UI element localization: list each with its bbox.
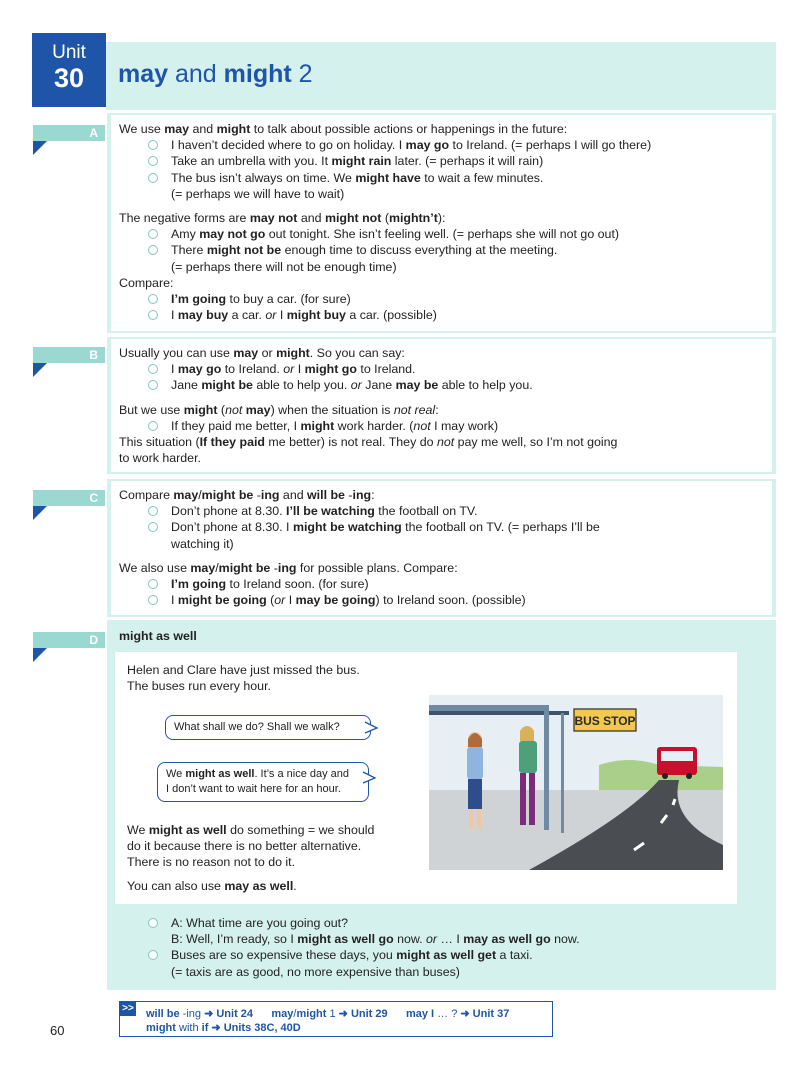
example: If they paid me better, I might work harder. (not I may work) bbox=[119, 418, 768, 434]
speech-bubble-answer: We might as well. It’s a nice day and I don’t want to wait here for an hour. bbox=[157, 762, 369, 802]
cross-reference-icon: >> bbox=[120, 1002, 136, 1016]
example: I haven’t decided where to go on holiday. I may go to Ireland. (= perhaps I will go there) bbox=[119, 137, 768, 153]
bullet-icon bbox=[148, 229, 158, 239]
example: I’m going to Ireland soon. (for sure) bbox=[119, 576, 768, 592]
example: I’m going to buy a car. (for sure) bbox=[119, 291, 768, 307]
section-b-but: But we use might (not may) when the situation is not real: bbox=[119, 402, 439, 417]
section-b-marker bbox=[33, 363, 47, 377]
bubble-tail bbox=[365, 722, 379, 736]
xref-link[interactable]: may/might 1 ➜ Unit 29 bbox=[271, 1008, 388, 1020]
compare-label: Compare: bbox=[119, 275, 174, 290]
section-b bbox=[107, 337, 776, 474]
story-line: Helen and Clare have just missed the bus. bbox=[127, 663, 360, 677]
section-b-situation: This situation (If they paid me better) is not real. They do not pay me well, so I’m not going bbox=[119, 435, 618, 450]
definition-line: do it because there is no better alternative. bbox=[127, 839, 362, 853]
bus-stop-sign-icon bbox=[574, 709, 636, 731]
example: Jane might be able to help you. or Jane may be able to help you. bbox=[119, 377, 768, 393]
story-line: The buses run every hour. bbox=[127, 679, 271, 693]
bullet-icon bbox=[148, 595, 158, 605]
bullet-icon bbox=[148, 294, 158, 304]
section-c bbox=[107, 479, 776, 617]
illustration-box bbox=[115, 652, 737, 904]
svg-text:BUS STOP: BUS STOP bbox=[574, 714, 636, 728]
example-continued: (= taxis are as good, no more expensive than buses) bbox=[171, 964, 460, 979]
unit-number: 30 bbox=[53, 63, 85, 93]
example-continued: (= perhaps we will have to wait) bbox=[171, 186, 345, 201]
section-c-marker bbox=[33, 506, 47, 520]
bullet-icon bbox=[148, 364, 158, 374]
xref-link[interactable]: might with if ➜ Units 38C, 40D bbox=[146, 1022, 301, 1034]
example: A: What time are you going out? bbox=[119, 915, 768, 931]
bullet-icon bbox=[148, 918, 158, 928]
unit-badge bbox=[32, 33, 106, 107]
example: Don’t phone at 8.30. I’ll be watching the football on TV. bbox=[119, 503, 768, 519]
xref-link[interactable]: will be -ing ➜ Unit 24 bbox=[146, 1008, 254, 1020]
bus-icon bbox=[657, 747, 697, 779]
example: Buses are so expensive these days, you might as well get a taxi. bbox=[119, 947, 768, 963]
bullet-icon bbox=[148, 156, 158, 166]
bullet-icon bbox=[148, 506, 158, 516]
section-c-also: We also use may/might be -ing for possible plans. Compare: bbox=[119, 560, 458, 575]
section-c-tab: C bbox=[33, 490, 105, 506]
cross-reference-box bbox=[119, 1001, 553, 1037]
section-c-intro: Compare may/might be -ing and will be -ing: bbox=[119, 488, 375, 502]
example: Don’t phone at 8.30. I might be watching the football on TV. (= perhaps I’ll be bbox=[119, 519, 768, 535]
section-a-negative: The negative forms are may not and might not (mightn’t): bbox=[119, 211, 446, 226]
bullet-icon bbox=[148, 173, 158, 183]
section-b-intro: Usually you can use may or might. So you can say: bbox=[119, 346, 405, 360]
example-continued: (= perhaps there will not be enough time) bbox=[171, 259, 397, 274]
section-a-tab: A bbox=[33, 125, 105, 141]
bus-stop-illustration bbox=[429, 695, 723, 870]
example: I may buy a car. or I might buy a car. (possible) bbox=[119, 307, 768, 323]
bullet-icon bbox=[148, 245, 158, 255]
section-a bbox=[107, 113, 776, 333]
page-title: may and might 2 bbox=[118, 60, 313, 88]
xref-link[interactable]: may I … ? ➜ Unit 37 bbox=[405, 1008, 510, 1020]
title-bar bbox=[106, 42, 776, 110]
example: The bus isn’t always on time. We might have to wait a few minutes. bbox=[119, 170, 768, 186]
section-b-situation-cont: to work harder. bbox=[119, 451, 201, 466]
example: I may go to Ireland. or I might go to Ireland. bbox=[119, 361, 768, 377]
bullet-icon bbox=[148, 310, 158, 320]
section-b-tab: B bbox=[33, 347, 105, 363]
example: Amy may not go out tonight. She isn’t feeling well. (= perhaps she will not go out) bbox=[119, 226, 768, 242]
bullet-icon bbox=[148, 579, 158, 589]
definition-line: We might as well do something = we should bbox=[127, 823, 375, 837]
section-d-marker bbox=[33, 648, 47, 662]
section-d bbox=[107, 620, 776, 990]
example: I might be going (or I may be going) to Ireland soon. (possible) bbox=[119, 592, 768, 608]
speech-bubble-question: What shall we do? Shall we walk? bbox=[165, 715, 371, 740]
example: There might not be enough time to discuss everything at the meeting. bbox=[119, 242, 768, 258]
bullet-icon bbox=[148, 140, 158, 150]
also-line: You can also use may as well. bbox=[127, 879, 297, 893]
bullet-icon bbox=[148, 380, 158, 390]
bullet-icon bbox=[148, 522, 158, 532]
unit-word: Unit bbox=[52, 42, 86, 63]
example: Take an umbrella with you. It might rain later. (= perhaps it will rain) bbox=[119, 153, 768, 169]
section-d-heading: might as well bbox=[119, 629, 197, 643]
bullet-icon bbox=[148, 950, 158, 960]
example-continued: watching it) bbox=[171, 536, 234, 551]
bubble-tail bbox=[363, 772, 377, 786]
page-number: 60 bbox=[50, 1023, 65, 1038]
section-d-tab: D bbox=[33, 632, 105, 648]
example-continued: B: Well, I’m ready, so I might as well go now. or … I may as well go now. bbox=[171, 932, 580, 947]
bullet-icon bbox=[148, 421, 158, 431]
definition-line: There is no reason not to do it. bbox=[127, 855, 296, 869]
section-a-intro: We use may and might to talk about possible actions or happenings in the future: bbox=[119, 122, 568, 136]
section-a-marker bbox=[33, 141, 47, 155]
